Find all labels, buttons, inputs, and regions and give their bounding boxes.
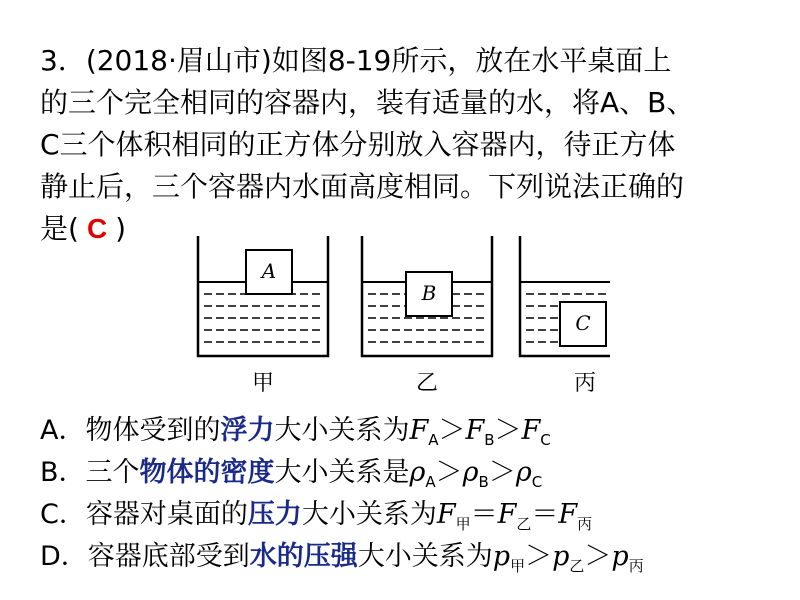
option-c[interactable] xyxy=(40,494,644,536)
option-a-sub-1: A xyxy=(428,431,439,449)
answer-mark: C xyxy=(86,213,108,244)
option-c-sub-2: 乙 xyxy=(516,515,532,533)
option-d-prefix: D．容器底部受到 xyxy=(40,541,250,572)
question-line-4: 静止后，三个容器内水面高度相同。下列说法正确的 xyxy=(40,170,685,203)
container-figure xyxy=(190,230,610,400)
container-jia xyxy=(198,236,328,356)
option-d-var-3: p xyxy=(611,541,629,572)
caption-yi: 乙 xyxy=(415,371,439,396)
option-b-sub-3: C xyxy=(531,473,543,491)
option-d-sub-3: 丙 xyxy=(628,557,644,575)
answer-options xyxy=(40,410,644,578)
cube-b-label: B xyxy=(421,281,437,305)
option-d-sub-1: 甲 xyxy=(510,557,526,575)
question-line-3: C三个体积相同的正方体分别放入容器内，待正方体 xyxy=(40,128,676,161)
option-a-sub-3: C xyxy=(540,431,551,449)
option-c-var-1: F xyxy=(436,499,456,530)
question-line-2: 的三个完全相同的容器内，装有适量的水，将A、B、 xyxy=(40,86,695,119)
question-line-1: 3．(2018·眉山市)如图8-19所示，放在水平桌面上 xyxy=(40,44,672,77)
option-a-mid: 大小关系为 xyxy=(274,415,410,446)
option-b[interactable] xyxy=(40,452,644,494)
cube-a-label: A xyxy=(261,259,277,283)
option-d-sub-2: 乙 xyxy=(569,557,585,575)
option-b-var-3: ρ xyxy=(515,457,532,488)
cube-c-label: C xyxy=(575,311,591,335)
option-a-op-1: ＞ xyxy=(438,415,466,446)
caption-jia: 甲 xyxy=(251,371,275,396)
option-c-sub-1: 甲 xyxy=(455,515,471,533)
option-b-var-1: ρ xyxy=(409,457,426,488)
option-b-sub-1: A xyxy=(425,473,436,491)
option-c-keyword: 压力 xyxy=(247,499,302,530)
question-stem xyxy=(40,40,760,250)
option-b-mid: 大小关系是 xyxy=(274,457,410,488)
option-c-mid: 大小关系为 xyxy=(301,499,437,530)
option-d-mid: 大小关系为 xyxy=(357,541,493,572)
option-b-sub-2: B xyxy=(478,473,489,491)
option-a-prefix: A．物体受到的 xyxy=(40,415,221,446)
option-c-op-1: ＝ xyxy=(470,499,498,530)
answer-bracket-open: 是( xyxy=(40,212,79,245)
option-d-op-1: ＞ xyxy=(525,541,553,572)
option-b-op-2: ＞ xyxy=(488,457,516,488)
option-b-op-1: ＞ xyxy=(435,457,463,488)
option-b-keyword: 物体的密度 xyxy=(139,457,275,488)
option-a-op-2: ＞ xyxy=(494,415,522,446)
option-a[interactable] xyxy=(40,410,644,452)
option-a-var-1: F xyxy=(409,415,429,446)
option-d-op-2: ＞ xyxy=(584,541,612,572)
container-yi xyxy=(362,236,492,356)
option-d[interactable] xyxy=(40,536,644,578)
option-c-sub-3: 丙 xyxy=(577,515,593,533)
option-d-var-2: p xyxy=(552,541,570,572)
option-a-keyword: 浮力 xyxy=(220,415,275,446)
option-c-op-2: ＝ xyxy=(531,499,559,530)
option-c-prefix: C．容器对桌面的 xyxy=(40,499,248,530)
option-a-var-3: F xyxy=(521,415,541,446)
option-b-var-2: ρ xyxy=(462,457,479,488)
option-a-sub-2: B xyxy=(484,431,495,449)
option-c-var-2: F xyxy=(497,499,517,530)
option-a-var-2: F xyxy=(465,415,485,446)
container-bing xyxy=(520,236,610,356)
option-b-prefix: B．三个 xyxy=(40,457,140,488)
caption-bing: 丙 xyxy=(573,371,597,396)
option-c-var-3: F xyxy=(558,499,578,530)
answer-bracket-close: ) xyxy=(115,212,127,245)
option-d-var-1: p xyxy=(492,541,511,572)
option-d-keyword: 水的压强 xyxy=(249,541,358,572)
